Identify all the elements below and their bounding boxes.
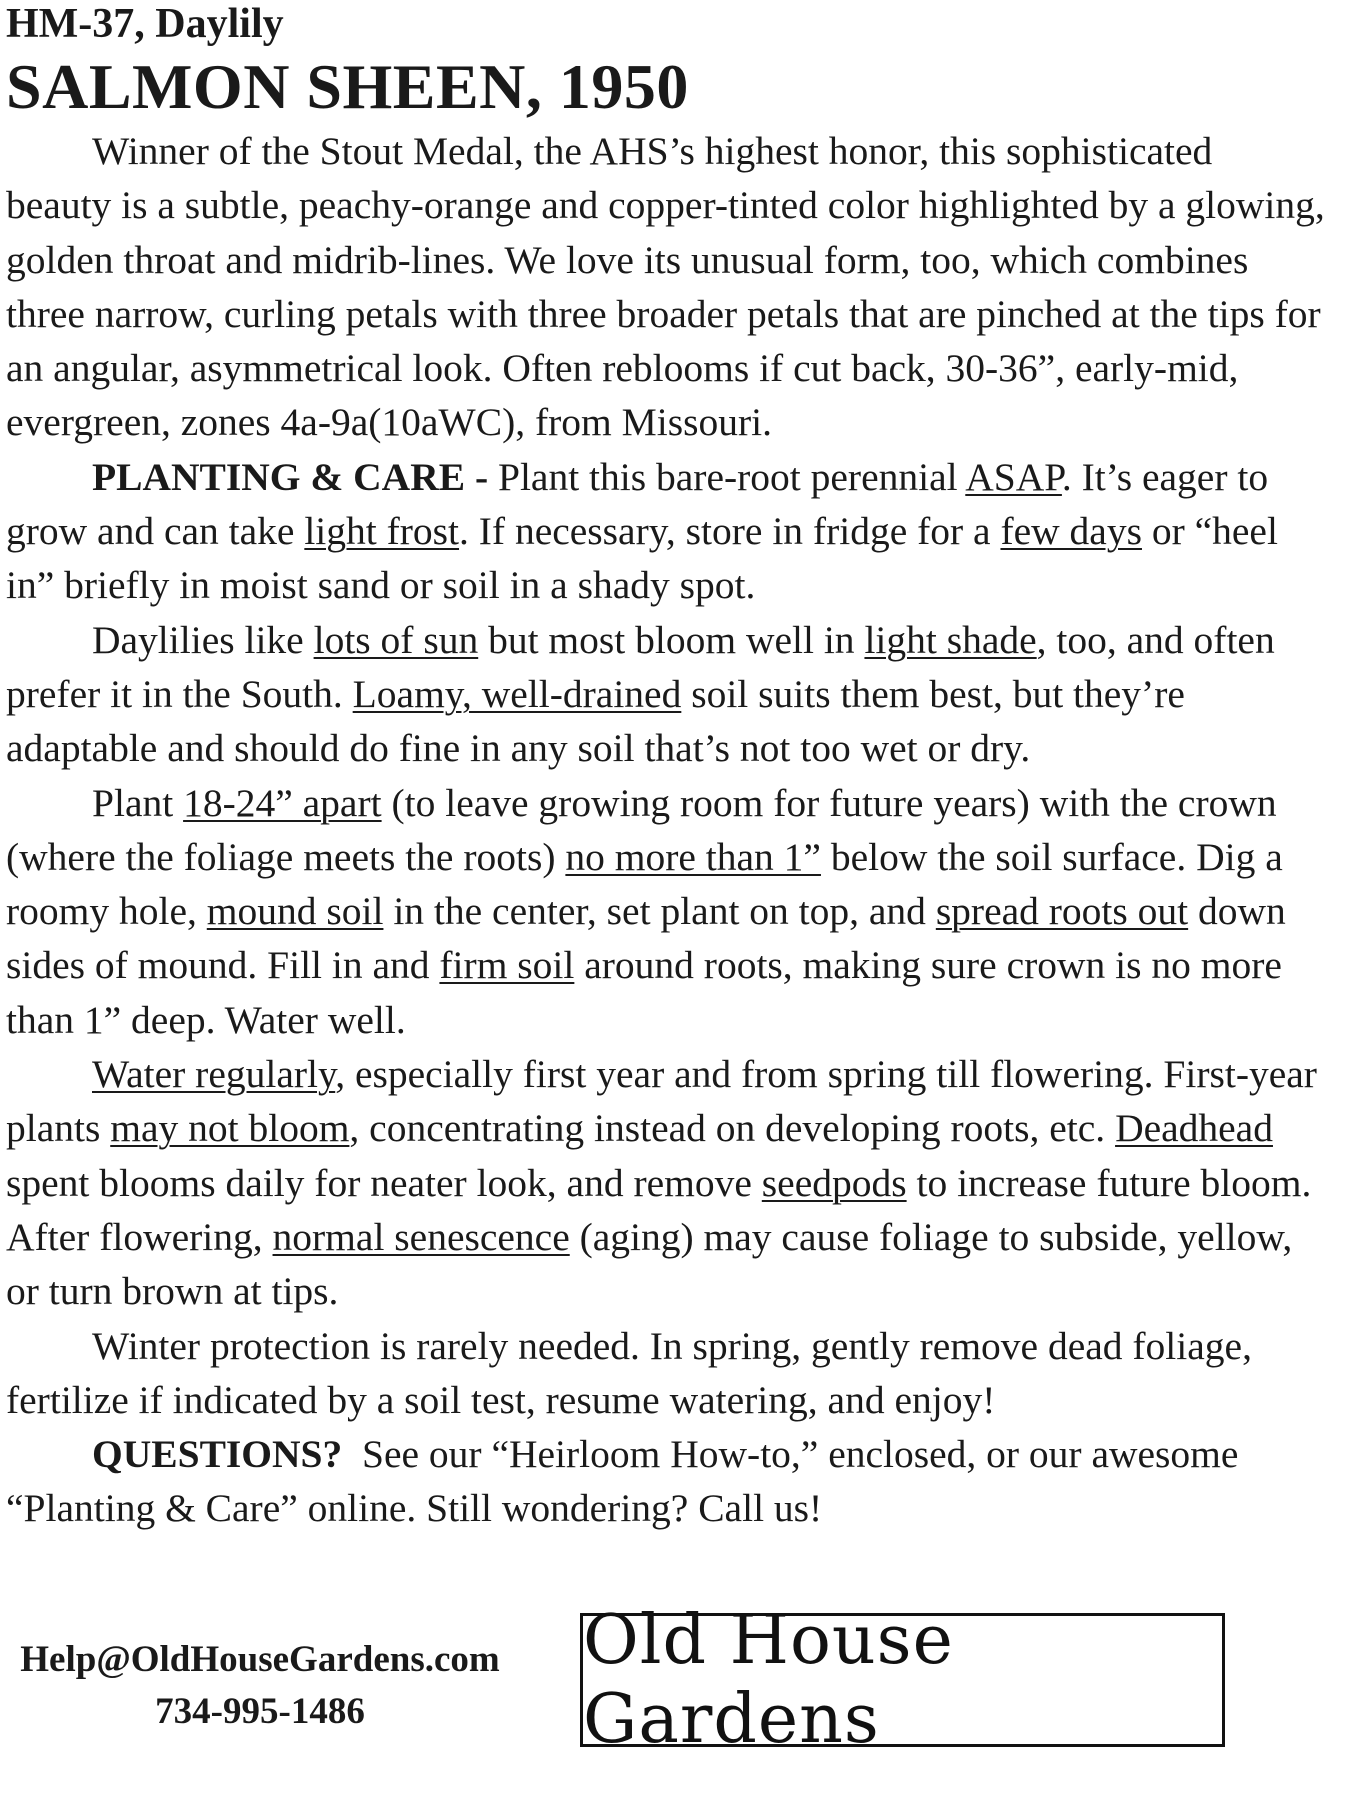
text-run: in the center, set plant on top, and xyxy=(383,889,936,934)
underlined-text: Loamy, well-drained xyxy=(352,671,682,716)
underlined-text: firm soil xyxy=(439,943,575,988)
questions-paragraph xyxy=(6,1427,1326,1536)
watering-paragraph xyxy=(6,1047,1326,1318)
logo xyxy=(580,1601,1225,1759)
underlined-text: light shade xyxy=(864,617,1037,662)
text-run: . It’s eager to grow and can take xyxy=(6,454,1269,554)
underlined-text: ASAP xyxy=(965,454,1062,499)
underlined-text: normal senescence xyxy=(272,1214,570,1259)
contact-info xyxy=(0,1634,520,1738)
text-run: down sides of mound. Fill in and xyxy=(6,889,1286,988)
phone-number: 734-995-1486 xyxy=(155,1691,365,1732)
underlined-text: few days xyxy=(1000,509,1142,554)
page-title: SALMON SHEEN, 1950 xyxy=(6,51,689,122)
underlined-text: mound soil xyxy=(206,889,384,934)
text-run: but most bloom well in xyxy=(478,617,865,662)
underlined-text: 18-24” apart xyxy=(183,780,382,825)
text-run: below the soil surface. Dig a roomy hole, xyxy=(6,834,1283,934)
product-code: HM-37, Daylily xyxy=(6,1,284,47)
questions-heading: QUESTIONS? xyxy=(92,1432,343,1477)
text-run: soil suits them best, but they’re adaptable and should do fine in any soil that’s not too wet or dry. xyxy=(6,671,1185,771)
text-run: See our “Heirloom How-to,” enclosed, or our awesome “Planting & Care” online. Still wondering? Call us! xyxy=(6,1432,1249,1531)
underlined-text: light frost xyxy=(304,509,460,554)
text-run: Plant xyxy=(92,780,184,825)
underlined-text: spread roots out xyxy=(935,889,1189,934)
text-run: around roots, making sure crown is no more than 1” deep. Water well. xyxy=(6,943,1282,1042)
text-run: , too, and often prefer it in the South. xyxy=(6,617,1275,716)
text-run: , concentrating instead on developing roots, etc. xyxy=(349,1106,1116,1151)
body-text xyxy=(6,124,1326,1536)
underlined-text: Water regularly xyxy=(92,1052,336,1097)
planting-heading: PLANTING & CARE - xyxy=(92,454,489,499)
text-run: spent blooms daily for neater look, and remove xyxy=(6,1160,762,1205)
text-run: to increase future bloom. After flowering, xyxy=(6,1160,1312,1259)
underlined-text: lots of sun xyxy=(313,617,479,662)
text-run: (to leave growing room for future years) with the crown (where the foliage meets the roots) xyxy=(6,780,1277,879)
text-run: . If necessary, store in fridge for a xyxy=(459,509,1001,554)
intro-paragraph: Winner of the Stout Medal, the AHS’s highest honor, this sophisticated beauty is a subtle, peachy-orange and copper-tinted color highlighted by a glowing, golden throat and midrib-lines. We love its unusual form, too, which combines three narrow, curling petals with three broader petals that are pinched at the tips for an angular, asymmetrical look. Often reblooms if cut back, 30-36”, early-mid, evergreen, zones 4a-9a(10aWC), from Missouri. xyxy=(6,129,1325,445)
logo-text: Old House Gardens xyxy=(583,1601,954,1759)
text-run: Plant this bare-root perennial xyxy=(488,454,966,499)
sun-paragraph xyxy=(6,613,1326,776)
text-run: , especially first year and from spring till flowering. First-year plants xyxy=(6,1052,1317,1151)
underlined-text: no more than 1” xyxy=(565,834,821,879)
underlined-text: Deadhead xyxy=(1115,1106,1273,1151)
planting-paragraph xyxy=(6,450,1326,613)
care-card xyxy=(6,0,1326,1536)
text-run: Daylilies like xyxy=(92,617,314,662)
planting-depth-paragraph xyxy=(6,776,1326,1047)
text-run: or “heel in” briefly in moist sand or soil in a shady spot. xyxy=(6,509,1278,608)
underlined-text: may not bloom xyxy=(110,1106,350,1151)
winter-paragraph: Winter protection is rarely needed. In spring, gently remove dead foliage, fertilize if indicated by a soil test, resume watering, and enjoy! xyxy=(6,1323,1252,1422)
email-link[interactable]: Help@OldHouseGardens.com xyxy=(20,1639,500,1680)
text-run: (aging) may cause foliage to subside, yellow, or turn brown at tips. xyxy=(6,1214,1293,1314)
underlined-text: seedpods xyxy=(761,1160,907,1205)
